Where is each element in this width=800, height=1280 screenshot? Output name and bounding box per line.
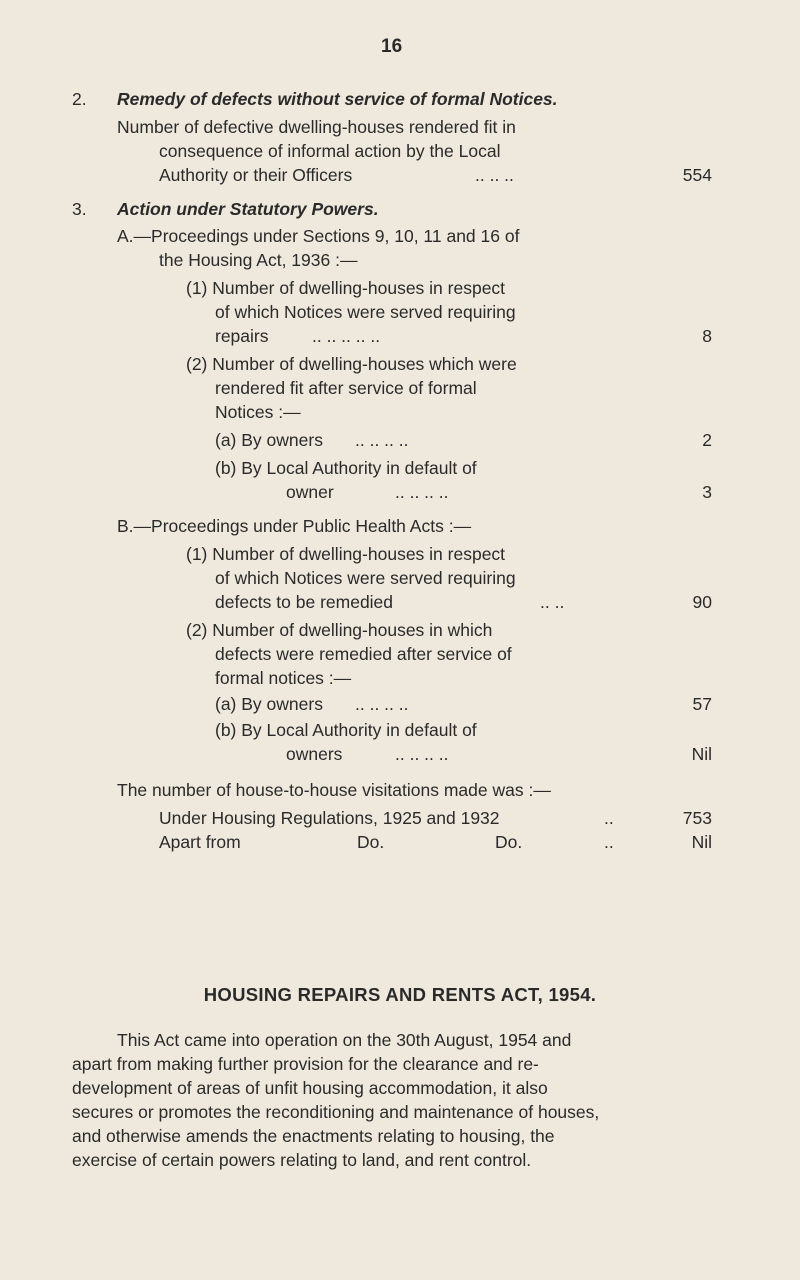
section-2-line: Authority or their Officers bbox=[159, 165, 353, 185]
item-a1-line: (1) Number of dwelling-houses in respect bbox=[186, 278, 506, 298]
section-2-line: consequence of informal action by the Local bbox=[159, 141, 501, 161]
item-b2b-value: Nil bbox=[691, 744, 712, 764]
item-a2-line: (2) Number of dwelling-houses which were bbox=[186, 354, 517, 374]
subsection-a-heading: the Housing Act, 1936 :— bbox=[159, 250, 358, 270]
dot-leader: .. .. bbox=[540, 592, 565, 612]
dot-leader: .. .. .. .. bbox=[355, 430, 409, 450]
visitations-row2-ditto: Do. bbox=[495, 832, 523, 852]
section-2-number: 2. bbox=[72, 89, 87, 109]
item-b2a-value: 57 bbox=[692, 694, 712, 714]
visitations-row2-label: Apart from bbox=[159, 832, 241, 852]
section-3-title: Action under Statutory Powers. bbox=[117, 199, 379, 219]
paragraph-line: secures or promotes the reconditioning and maintenance of houses, bbox=[72, 1102, 600, 1122]
item-b1-line: (1) Number of dwelling-houses in respect bbox=[186, 544, 506, 564]
paragraph-line: This Act came into operation on the 30th August, 1954 and bbox=[117, 1030, 572, 1050]
item-a2a-value: 2 bbox=[702, 430, 712, 450]
item-a2b-value: 3 bbox=[702, 482, 712, 502]
dot-leader: .. bbox=[604, 832, 614, 852]
visitations-intro: The number of house-to-house visitations made was :— bbox=[117, 780, 551, 800]
item-b2-line: (2) Number of dwelling-houses in which bbox=[186, 620, 493, 640]
item-a1-value: 8 bbox=[702, 326, 712, 346]
dot-leader: .. .. .. .. .. bbox=[312, 326, 381, 346]
item-b2-line: formal notices :— bbox=[215, 668, 352, 688]
visitations-row2-ditto: Do. bbox=[357, 832, 385, 852]
section-2-title: Remedy of defects without service of formal Notices. bbox=[117, 89, 558, 109]
visitations-row1-value: 753 bbox=[682, 808, 712, 828]
paragraph-line: and otherwise amends the enactments relating to housing, the bbox=[72, 1126, 555, 1146]
dot-leader: .. .. .. .. bbox=[395, 744, 449, 764]
subsection-a-heading: A.—Proceedings under Sections 9, 10, 11 and 16 of bbox=[117, 226, 520, 246]
section-2-value: 554 bbox=[682, 165, 712, 185]
item-a2-line: rendered fit after service of formal bbox=[215, 378, 477, 398]
item-a2b-line: owner bbox=[286, 482, 334, 502]
subsection-b-heading: B.—Proceedings under Public Health Acts :— bbox=[117, 516, 472, 536]
visitations-row2-value: Nil bbox=[691, 832, 712, 852]
item-b1-value: 90 bbox=[692, 592, 712, 612]
dot-leader: .. .. .. bbox=[475, 165, 514, 185]
section-3-number: 3. bbox=[72, 199, 87, 219]
item-b1-line: of which Notices were served requiring bbox=[215, 568, 516, 588]
item-a1-line: of which Notices were served requiring bbox=[215, 302, 516, 322]
section-heading: HOUSING REPAIRS AND RENTS ACT, 1954. bbox=[203, 984, 597, 1005]
item-a2b-line: (b) By Local Authority in default of bbox=[215, 458, 477, 478]
page-number: 16 bbox=[381, 36, 403, 57]
dot-leader: .. .. .. .. bbox=[355, 694, 409, 714]
dot-leader: .. .. .. .. bbox=[395, 482, 449, 502]
item-a2a-label: (a) By owners bbox=[215, 430, 323, 450]
item-b2a-label: (a) By owners bbox=[215, 694, 323, 714]
item-b2b-line: (b) By Local Authority in default of bbox=[215, 720, 477, 740]
paragraph-line: apart from making further provision for the clearance and re- bbox=[72, 1054, 539, 1074]
paragraph-line: exercise of certain powers relating to land, and rent control. bbox=[72, 1150, 532, 1170]
item-b1-line: defects to be remedied bbox=[215, 592, 394, 612]
section-2-line: Number of defective dwelling-houses rendered fit in bbox=[117, 117, 516, 137]
item-b2b-line: owners bbox=[286, 744, 343, 764]
item-a1-line: repairs bbox=[215, 326, 269, 346]
visitations-row1-label: Under Housing Regulations, 1925 and 1932 bbox=[159, 808, 500, 828]
dot-leader: .. bbox=[604, 808, 614, 828]
item-a2-line: Notices :— bbox=[215, 402, 301, 422]
item-b2-line: defects were remedied after service of bbox=[215, 644, 512, 664]
paragraph-line: development of areas of unfit housing accommodation, it also bbox=[72, 1078, 548, 1098]
